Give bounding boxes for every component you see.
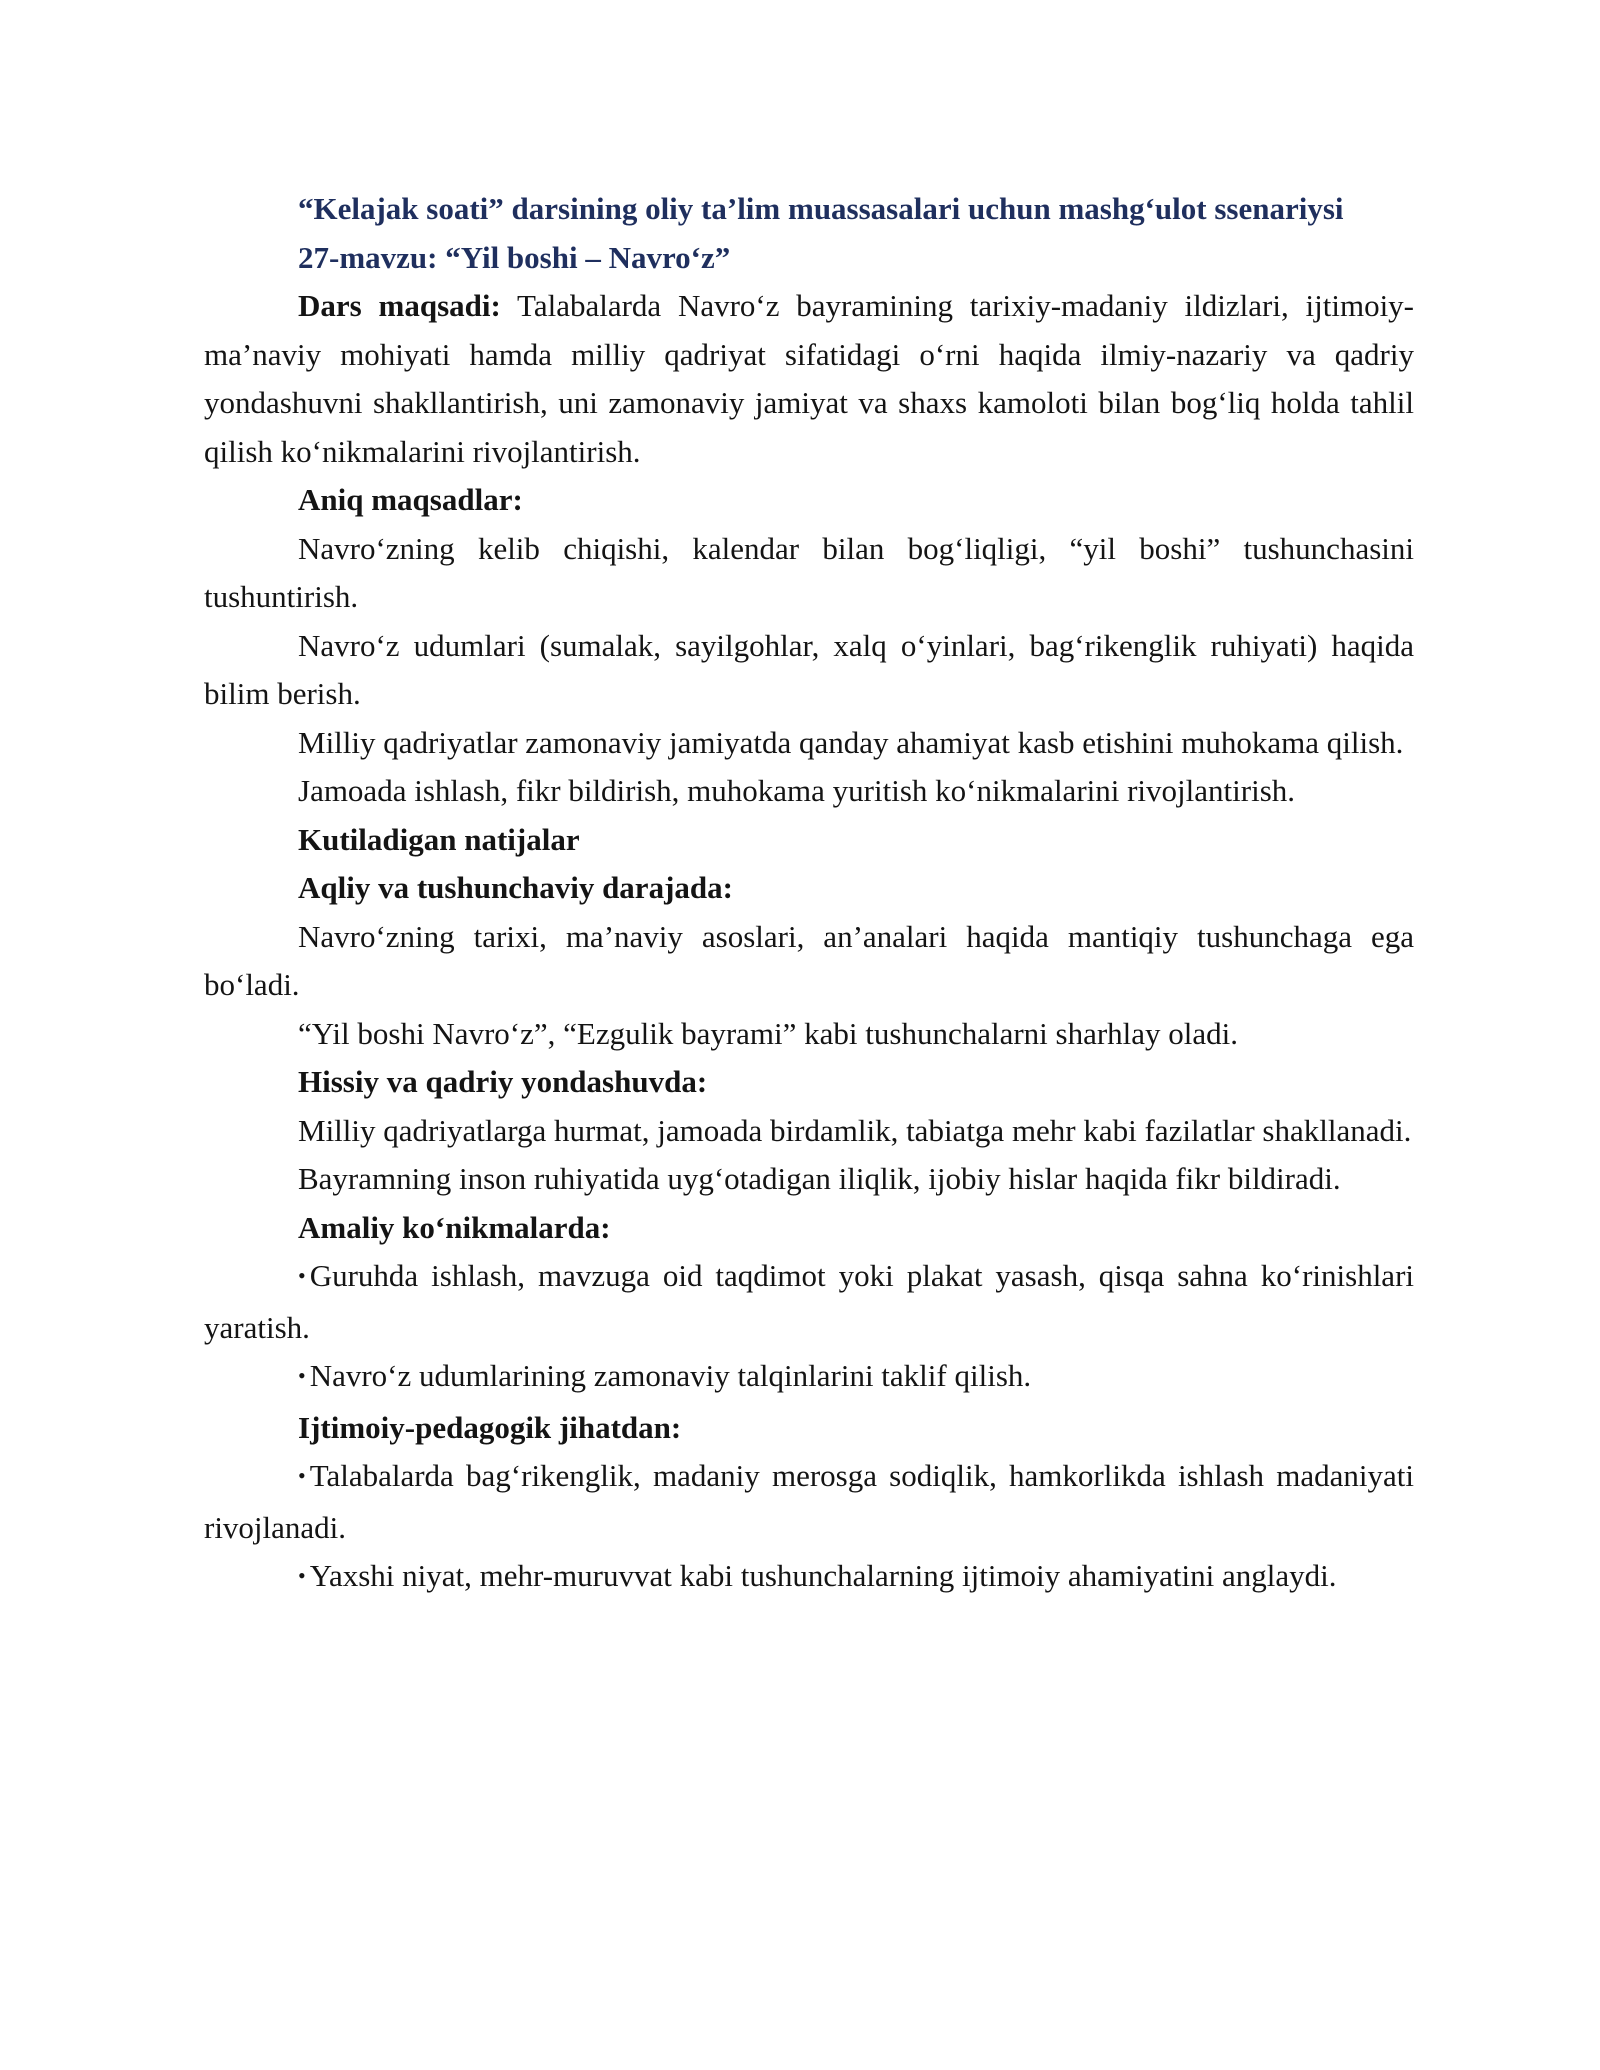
objective-item: Navro‘z udumlari (sumalak, sayilgohlar, xalq o‘yinlari, bag‘rikenglik ruhiyati) haqida bilim berish.: [204, 627, 1414, 711]
bullet-icon: •: [298, 1363, 306, 1388]
objectives-heading: Aniq maqsadlar:: [298, 482, 523, 517]
results-heading: Kutiladigan natijalar: [298, 821, 580, 857]
topic-heading: 27-mavzu: “Yil boshi – Navro‘z”: [298, 239, 731, 275]
practical-bullet-item: [204, 1252, 1414, 1352]
document-title: “Kelajak soati” darsining oliy ta’lim muassasalari uchun mashg‘ulot ssenariysi: [298, 191, 1344, 226]
goal-label: Dars maqsadi:: [298, 288, 501, 323]
document-body: [204, 185, 1414, 1604]
practical-heading: Amaliy ko‘nikmalarda:: [298, 1209, 611, 1245]
practical-item-text: Guruhda ishlash, mavzuga oid taqdimot yoki plakat yasash, qisqa sahna ko‘rinishlari yaratish.: [204, 1258, 1414, 1345]
social-bullet-item: [204, 1552, 1414, 1604]
practical-bullet-item: [204, 1352, 1414, 1404]
social-heading: Ijtimoiy-pedagogik jihatdan:: [298, 1409, 682, 1445]
bullet-icon: •: [298, 1263, 306, 1288]
social-bullet-item: [204, 1452, 1414, 1552]
social-item-text: Talabalarda bag‘rikenglik, madaniy merosga sodiqlik, hamkorlikda ishlash madaniyati rivojlanadi.: [204, 1458, 1414, 1545]
objective-item: Milliy qadriyatlar zamonaviy jamiyatda qanday ahamiyat kasb etishini muhokama qilish.: [298, 724, 1404, 760]
cognitive-item: “Yil boshi Navro‘z”, “Ezgulik bayrami” kabi tushunchalarni sharhlay oladi.: [298, 1015, 1239, 1051]
bullet-icon: •: [298, 1463, 306, 1488]
social-item-text: Yaxshi niyat, mehr-muruvvat kabi tushunchalarning ijtimoiy ahamiyatini anglaydi.: [309, 1558, 1337, 1593]
bullet-icon: •: [298, 1563, 306, 1588]
emotional-item: Bayramning inson ruhiyatida uyg‘otadigan iliqlik, ijobiy hislar haqida fikr bildiradi.: [298, 1161, 1341, 1196]
cognitive-heading: Aqliy va tushunchaviy darajada:: [298, 870, 733, 905]
objective-item: Jamoada ishlash, fikr bildirish, muhokama yuritish ko‘nikmalarini rivojlantirish.: [298, 773, 1296, 808]
lesson-goal-paragraph: [204, 282, 1414, 476]
objective-item: Navro‘zning kelib chiqishi, kalendar bilan bog‘liqligi, “yil boshi” tushunchasini tushuntirish.: [204, 530, 1414, 614]
practical-item-text: Navro‘z udumlarining zamonaviy talqinlarini taklif qilish.: [309, 1358, 1032, 1393]
goal-text: Talabalarda Navro‘z bayramining tarixiy-madaniy ildizlari, ijtimoiy-ma’naviy mohiyati hamda milliy qadriyat sifatidagi o‘rni haqida ilmiy-nazariy va qadriy yondashuvni shakllantirish, uni zamonaviy jamiyat va shaxs kamoloti bilan bog‘liq holda tahlil qilish ko‘nikmalarini rivojlantirish.: [204, 288, 1415, 469]
cognitive-item: Navro‘zning tarixi, ma’naviy asoslari, an’analari haqida mantiqiy tushunchaga ega bo‘ladi.: [204, 918, 1414, 1002]
emotional-heading: Hissiy va qadriy yondashuvda:: [298, 1064, 708, 1099]
emotional-item: Milliy qadriyatlarga hurmat, jamoada birdamlik, tabiatga mehr kabi fazilatlar shakllanadi.: [298, 1112, 1412, 1148]
